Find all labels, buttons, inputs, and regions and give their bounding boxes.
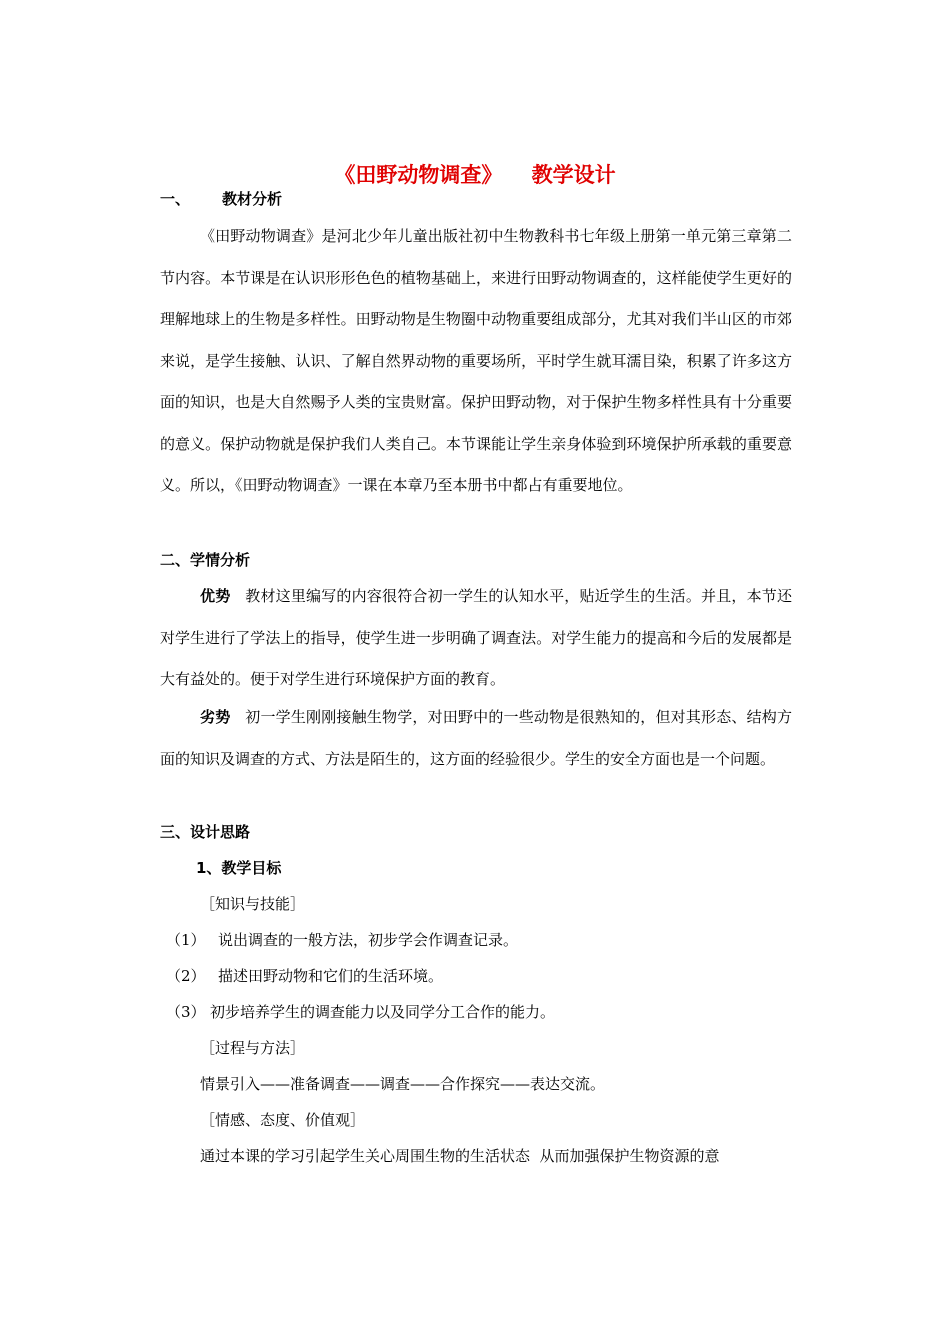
goal-item-1-number: （1）: [166, 931, 206, 949]
emotion-values-label: ［情感、态度、价值观］: [200, 1111, 366, 1129]
goal-item-3: [166, 1001, 555, 1023]
disadvantage-text: 初一学生刚刚接触生物学，对田野中的一些动物是很熟知的，但对其形态、结构方面的知识及调查的方式、方法是陌生的，这方面的经验很少。学生的安全方面也是一个问题。: [160, 708, 792, 768]
goal-item-2-number: （2）: [166, 967, 206, 985]
document-title: 《田野动物调查》 教学设计: [334, 163, 616, 187]
knowledge-skills-label: ［知识与技能］: [200, 895, 306, 913]
section1-heading: [160, 188, 282, 210]
section3-heading: 三、设计思路: [160, 823, 251, 841]
section1-title: 教材分析: [222, 190, 283, 208]
goal-item-1-text: 说出调查的一般方法，初步学会作调查记录。: [218, 931, 519, 949]
process-method-label: ［过程与方法］: [200, 1039, 306, 1057]
section1-number: 一、: [160, 190, 191, 208]
process-method-text: 情景引入——准备调查——调查——合作探究——表达交流。: [200, 1075, 606, 1093]
goal-item-1: [166, 929, 518, 951]
advantage-text: 教材这里编写的内容很符合初一学生的认知水平，贴近学生的生活。并且，本节还对学生进行了学法上的指导，使学生进一步明确了调查法。对学生能力的提高和今后的发展都是大有益处的。便于对学生进行环境保护方面的教育。: [160, 587, 792, 688]
disadvantage-paragraph: [160, 697, 792, 780]
section2-heading: 二、学情分析: [160, 551, 251, 569]
section1-body: 《田野动物调查》是河北少年儿童出版社初中生物教科书七年级上册第一单元第三章第二节内容。本节课是在认识形形色色的植物基础上，来进行田野动物调查的，这样能使学生更好的理解地球上的生物是多样性。田野动物是生物圈中动物重要组成部分，尤其对我们半山区的市郊来说，是学生接触、认识、了解自然界动物的重要场所，平时学生就耳濡目染，积累了许多这方面的知识，也是大自然赐予人类的宝贵财富。保护田野动物，对于保护生物多样性具有十分重要的意义。保护动物就是保护我们人类自己。本节课能让学生亲身体验到环境保护所承载的重要意义。所以，《田野动物调查》一课在本章乃至本册书中都占有重要地位。: [160, 227, 792, 494]
goal-item-3-number: （3）: [166, 1003, 206, 1021]
disadvantage-label: 劣势: [200, 708, 231, 726]
goal-item-2: [166, 965, 443, 987]
emotion-values-text: 通过本课的学习引起学生关心周围生物的生活状态 从而加强保护生物资源的意: [200, 1147, 720, 1165]
teaching-goals-heading: 1、教学目标: [196, 859, 282, 877]
advantage-paragraph: [160, 576, 792, 701]
goal-item-3-text: 初步培养学生的调查能力以及同学分工合作的能力。: [210, 1003, 556, 1021]
goal-item-2-text: 描述田野动物和它们的生活环境。: [218, 967, 444, 985]
advantage-label: 优势: [200, 587, 231, 605]
